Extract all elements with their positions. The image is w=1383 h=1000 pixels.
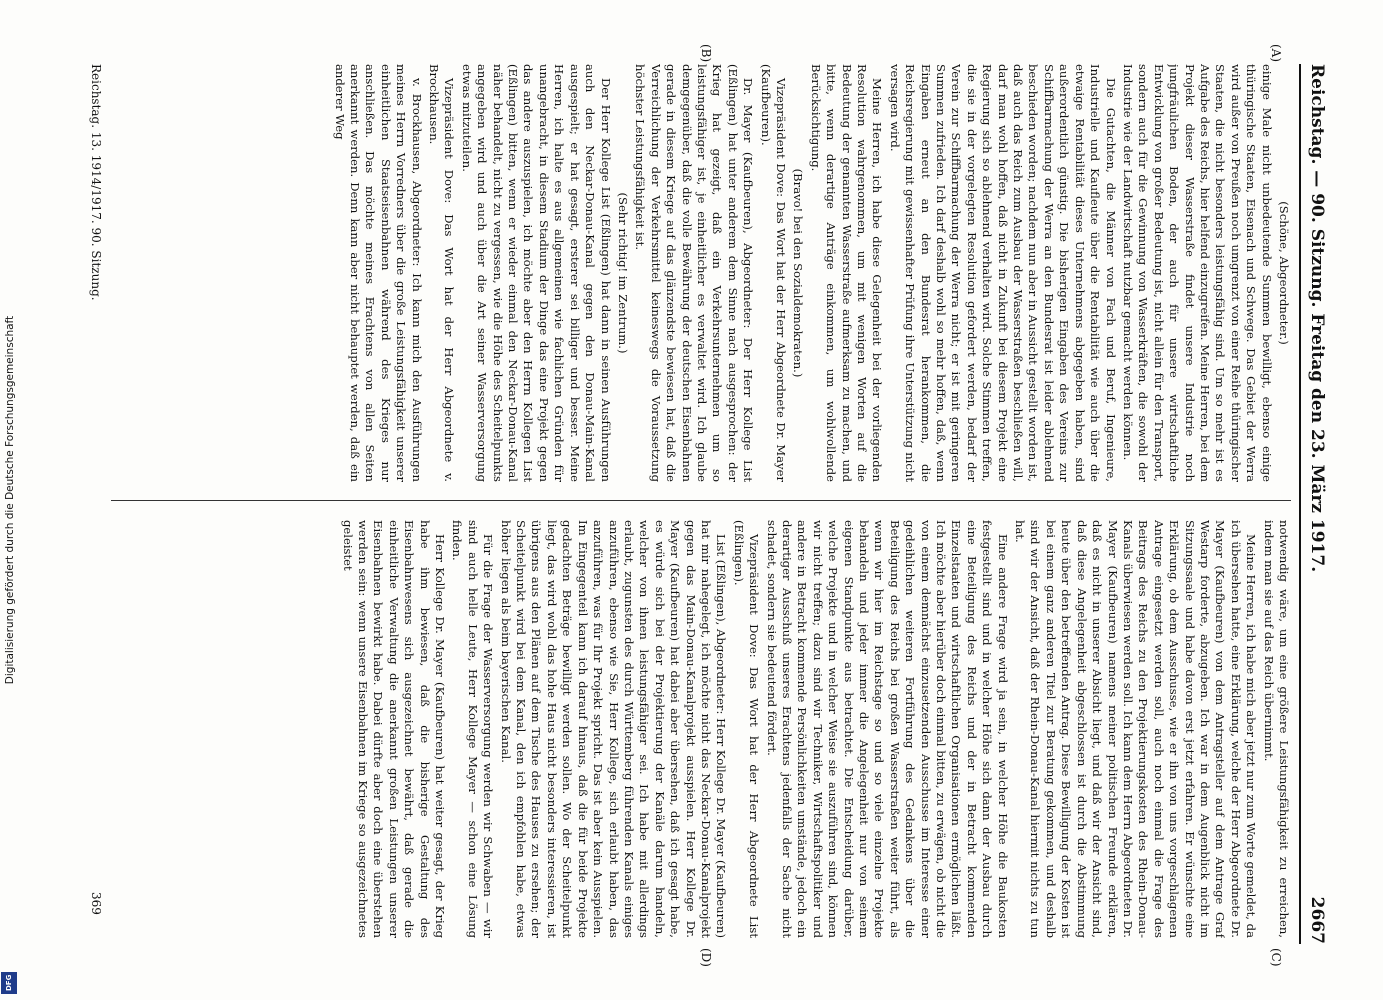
page-header bbox=[1307, 64, 1327, 944]
left-column bbox=[111, 64, 1291, 482]
header-rule bbox=[1299, 64, 1301, 944]
paragraph: Vizepräsident Dove: Das Wort hat der Herr Abgeordnete v. Brockhausen. bbox=[427, 64, 457, 482]
margin-mark-a: (A) bbox=[1269, 44, 1283, 63]
footer-page-number: 369 bbox=[89, 892, 103, 915]
page-number: 2667 bbox=[1307, 896, 1327, 944]
margin-mark-d: (D) bbox=[699, 948, 713, 967]
paragraph: Vizepräsident Dove: Das Wort hat der Herr Abgeordnete Dr. Mayer (Kaufbeuren). bbox=[758, 64, 788, 482]
paragraph: Meine Herren, ich habe diese Gelegenheit bei der vorliegenden Resolution wahrgenommen, um mit wenigen Worten auf die Bedeutung der genannten Wasserstraße aufmerksam zu machen, und bitte, wenn derartige Anträge einkommen, um wohlwollende Berücksichtigung. bbox=[808, 64, 885, 482]
paragraph: einige Male nicht unbedeutende Summen bewilligt, ebenso einige thüringische Staaten, Eisenach und Schwege. Das Gebiet der Werra wird außer von Preußen noch umgrenzt von einer Reihe thüringischer Staaten, die nicht besonders leistungsfähig sind. Um so mehr ist es Aufgabe des Reichs, hier helfend einzugreifen. Meine Herren, bei dem Projekt dieser Wasserstraße findet unsere Industrie noch jungfräulichen Boden, der auch für unsere wirtschaftliche Entwicklung von großer Bedeutung ist, nicht allein für den Transport, sondern auch für die Gewinnung von Wasserkräften, die sowohl der Industrie wie der Landwirtschaft nutzbar gemacht werden können. bbox=[1120, 64, 1274, 482]
digitization-credit: Digitalisierung gefördert durch die Deutsche Forschungsgemeinschaft bbox=[4, 315, 16, 685]
paragraph: Die Gutachten, die Männer von Fach und Beruf, Ingenieure, Industrielle und Kaufleute über die Rentabilität wie auch über die etwaige Rentabilität dieses Unternehmens abgegeben haben, sind außerordentlich günstig. Die bisherigen Eingaben des Vereins zur Schiffbarmachung der Werra an den Bundesrat ist leider ablehnend beschieden worden; nachdem nun aber in Aussicht gestellt worden ist, daß auch das Reich zum Ausbau der Wasserstraßen beschließen will, darf man wohl hoffen, daß nicht in Zukunft bei diesem Projekt eine Regierung sich so ablehnend verhalten wird. Solche Stimmen treffen, die sie in der vorgelegten Resolution gefordert werden, bedarf der Verein zur Schiffbarmachung der Werra nicht; er ist mit geringeren Summen zufrieden. Ich darf deshalb wohl so mehr hoffen, daß, wenn Eingaben erneut an den Bundesrat herankommen, die Reichsregierung mit gewissenhafter Prüfung ihre Unterstützung nicht versagen wird. bbox=[887, 64, 1118, 482]
paragraph: Meine Herren, ich habe mich aber jetzt nur zum Worte gemeldet, da ich übersehen hatte, eine Erklärung, welche der Herr Abgeordnete Dr. Mayer (Kaufbeuren) von dem Antragsteller auf dem Antrage Graf Westarp forderte, abzugeben. Ich war in dem Augenblick nicht im Sitzungssaale und habe davon erst jetzt erfahren. Er wünschte eine Erklärung, ob dem Ausschusse, wie er ihn von uns vorgeschlagenen Antrage eingesetzt werden soll, auch noch einmal die Frage des Beitrags des Reichs zu den Projektierungskosten des Rhein-Donau-Kanals überwiesen werden soll. Ich kann dem Herrn Abgeordneten Dr. Mayer (Kaufbeuren) namens meiner politischen Freunde erklären, daß es nicht in unserer Absicht liegt, und daß wir der Ansicht sind, daß diese Angelegenheit abgeschlossen ist durch die Abstimmung heute über den betreffenden Antrag. Diese Bewilligung der Kosten ist bei einem ganz anderen Titel zur Beratung gekommen, und deshalb sind wir der Ansicht, daß der Rhein-Donau-Kanal hiermit nichts zu tun hat. bbox=[1013, 520, 1259, 938]
right-column bbox=[111, 520, 1291, 938]
paragraph: Vizepräsident Dove: Das Wort hat der Herr Abgeordnete List (Eßlingen). bbox=[731, 520, 762, 938]
paragraph: Dr. Mayer (Kaufbeuren), Abgeordneter: Der Herr Kollege List (Eßlingen) hat unter anderem dem Sinne nach ausgesprochen: der Krieg hat gezeigt, daß ein Verkehrsunternehmen um so leistungsfähiger ist, je einheitlicher es verwaltet wird. Ich glaube demgegenüber, daß die volle Bewährung der deutschen Eisenbahnen gerade in diesem Kriege auf das glänzendste bewiesen hat, daß die Verreichlichung der Verkehrsmittel keineswegs die Voraussetzung höchster Leistungsfähigkeit ist. bbox=[633, 64, 756, 482]
margin-mark-b: (B) bbox=[699, 44, 713, 63]
applause-note: (Bravo! bei den Sozialdemokraten.) bbox=[791, 168, 806, 378]
paragraph: Herr Kollege Dr. Mayer (Kaufbeuren) hat weiter gesagt, der Krieg habe ihm bewiesen, daß die bisherige Gestaltung des Eisenbahnwesens sich ausgezeichnet bewährt, daß gerade die einheitliche Verwaltung die anerkannt großen Leistungen unserer Eisenbahnen bewirkt habe. Dabei dürfte aber doch eine überstehen werden sein: wenn unsere Eisenbahnen im Kriege so ausgezeichnetes geleistet bbox=[340, 520, 448, 938]
page-footer: Reichstag. 13. 1914/1917. 90. Sitzung. bbox=[89, 64, 103, 301]
dfg-logo: DFG bbox=[1, 972, 17, 994]
column-divider bbox=[111, 500, 1291, 501]
paragraph: notwendig wäre, um eine größere Leistungsfähigkeit zu erreichen, indem man sie auf das Reich übernimmt. bbox=[1261, 520, 1291, 938]
speaker-note: (Schöne, Abgeordneter.) bbox=[1277, 201, 1291, 345]
paragraph: Eine andere Frage wird ja sein, in welcher Höhe die Baukosten festgestellt sind und in welcher Höhe sich dann der Ausbau durch eine Beteiligung des Reichs und der in Betracht kommenden Einzelstaaten und wirtschaftlichen Organisationen ermöglichen läßt. Ich möchte aber hierüber doch einmal bitten, zu erwägen, ob nicht die von einem demnächst einzusetzenden Ausschusse im Interesse einer gedeihlichen weiteren Fortführung des Gedankens über die Beteiligung des Reichs bei großen Wasserstraßen weiter führt, als wenn wir hier im Reichstage so und so viele einzelne Projekte behandeln und jeder immer die Angelegenheit nur von seinem eigenen Standpunkte aus betrachtet. Die Entscheidung darüber, welche Projekte und in welcher Weise sie auszuführen sind, können wir nicht treffen; dazu sind wir Techniker, Wirtschaftspolitiker und andere in Betracht kommende Persönlichkeiten umstände, jedoch ein derartiger Ausschuß unseres Erachtens jedenfalls der Sache nicht schadet, sondern sie bedeutend fördert. bbox=[764, 520, 1010, 938]
header-title: Reichstag. — 90. Sitzung. Freitag den 23. März 1917. bbox=[1307, 64, 1327, 573]
paragraph: List (Eßlingen), Abgeordneter: Herr Kollege Dr. Mayer (Kaufbeuren) hat mir nahegelegt, ich möchte nicht das Neckar-Donau-Kanalprojekt gegen das Main-Donau-Kanalprojekt ausspielen. Herr Kollege Dr. Mayer (Kaufbeuren) hat dabei aber übersehen, daß ich gesagt habe, es würde sich bei der Projektierung der Kanäle darum handeln, welcher von ihnen leistungsfähiger sei. Ich habe mit allerdings erlaubt, zugunsten des durch Württemberg führenden Kanals einiges anzuführen, ebenso wie Sie, Herr Kollege, sich erlaubt haben, das anzuführen, was für Ihr Projekt spricht. Das ist aber kein Ausspielen. Im Eingegenteil kann ich darauf hinaus, daß die für beide Projekte gedachten Beträge bewilligt werden sollen. Wo der Scheitelpunkt liegt, das wird wohl das hohe Haus nicht besonders interessieren, ist übrigens aus den Plänen auf dem Tische des Hauses zu ersehen; der Scheitelpunkt wird bei dem Kanal, den ich empfohlen habe, etwas höher liegen als beim bayerischen Kanal. bbox=[498, 520, 729, 938]
paragraph: Der Herr Kollege List (Eßlingen) hat dann in seinen Ausführungen auch den Neckar-Donau-Kanal gegen den Donau-Main-Kanal ausgespielt; er hat gesagt, ersterer sei billiger und besser. Meine Herren, ich halte es aus allgemeinen wie fachlichen Gründen für unangebracht, in diesem Stadium der Dinge das eine Projekt gegen das andere auszuspielen, ich möchte aber den Herrn Kollegen List (Eßlingen) bitten, wenn er wieder einmal den Neckar-Donau-Kanal näher behandelt, nicht zu vergessen, wie die Höhe des Scheitelpunkts angegeben wird und auch über die Art seiner Wasserversorgung etwas mitzuteilen. bbox=[459, 64, 613, 482]
applause-note: (Sehr richtig! im Zentrum.) bbox=[615, 192, 630, 354]
paragraph: Für die Frage der Wasserversorgung werden wir Schwaben — wir sind auch helle Leute, Herr Kollege Mayer — schon eine Lösung finden. bbox=[450, 520, 496, 938]
paragraph: v. Brockhausen, Abgeordneter: Ich kann mich den Ausführungen meines Herrn Vorredners über die große Leistungsfähigkeit unserer einheitlichen Staatseisenbahnen während des Krieges nur anschließen. Das möchte meines Erachtens von allen Seiten anerkannt werden. Denn kann aber nicht behauptet werden, daß ein anderer Weg bbox=[332, 64, 424, 482]
margin-mark-c: (C) bbox=[1269, 948, 1283, 967]
